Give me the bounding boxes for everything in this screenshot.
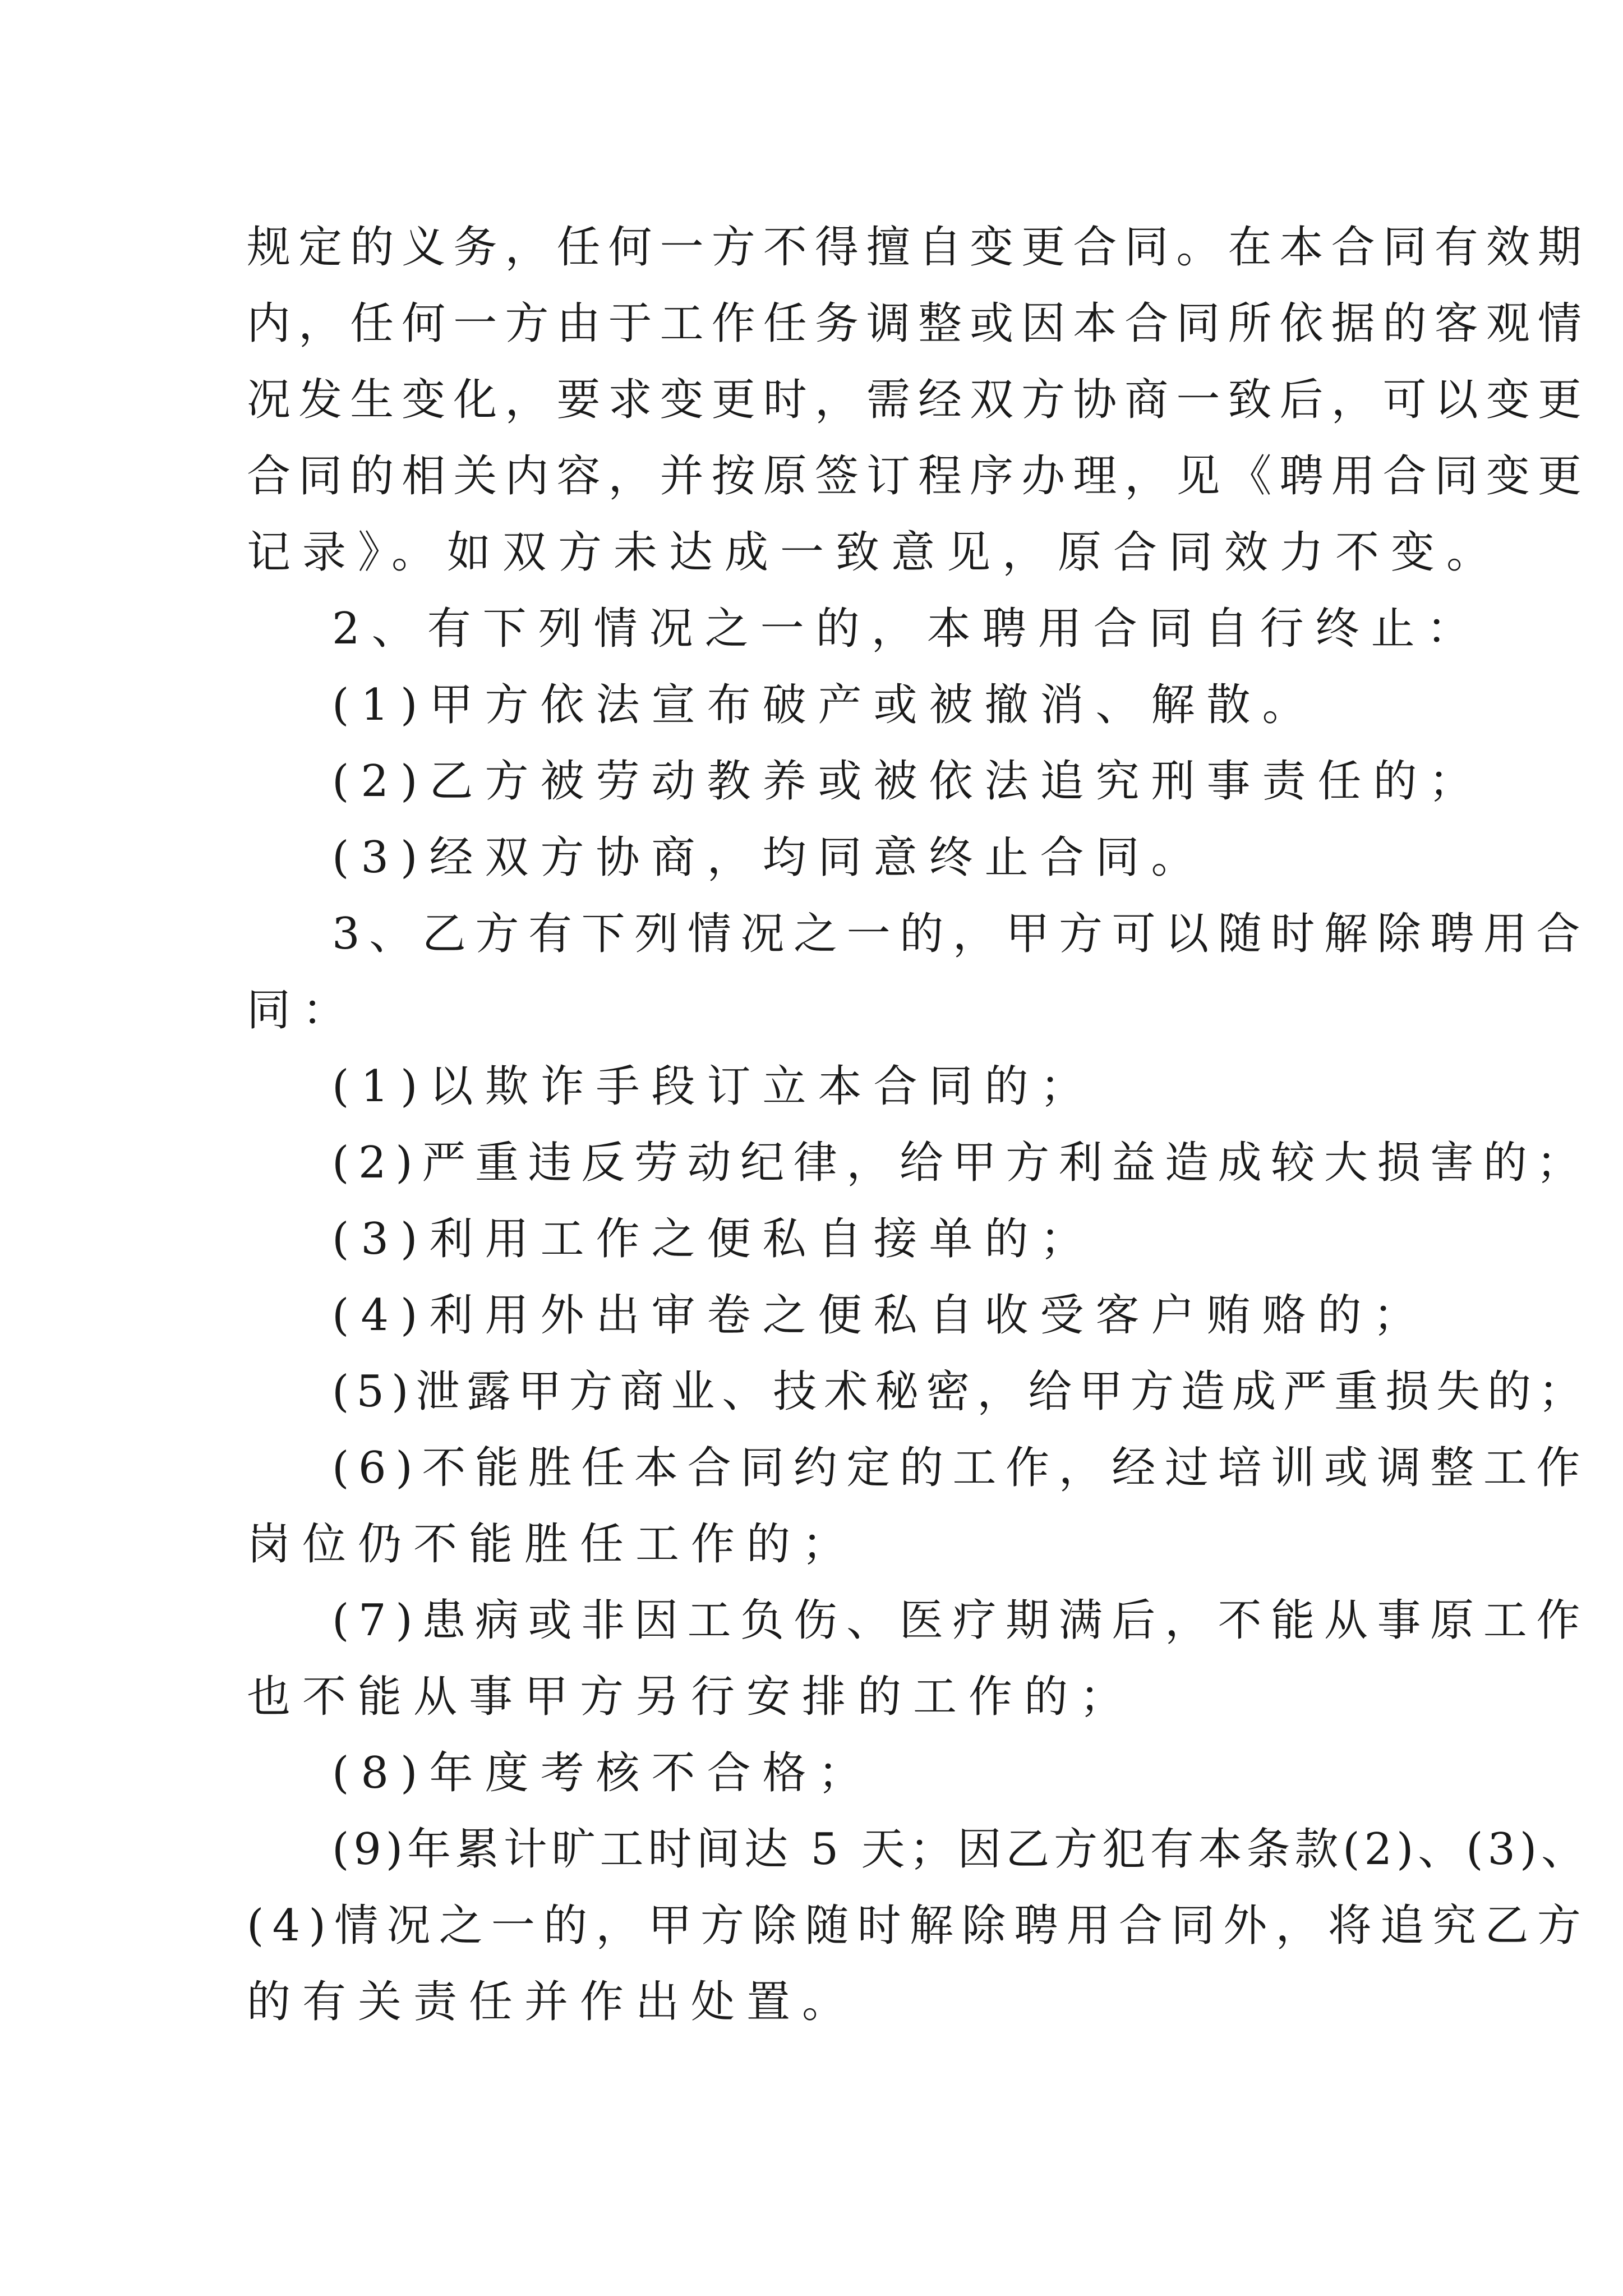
list-item: (9)年累计旷工时间达 5 天；因乙方犯有本条款(2)、(3)、 (332, 1824, 1589, 1875)
list-item: (8)年度考核不合格； (332, 1748, 874, 1798)
list-item: (3)利用工作之便私自接单的； (332, 1214, 1096, 1264)
text-line: 规定的义务，任何一方不得擅自变更合同。在本合同有效期 (247, 222, 1589, 273)
list-item: (1)甲方依法宣布破产或被撤消、解散。 (332, 680, 1318, 730)
list-item: (1)以欺诈手段订立本合同的； (332, 1061, 1096, 1112)
text-line: 也不能从事甲方另行安排的工作的； (247, 1672, 1136, 1722)
clause-heading: 3、乙方有下列情况之一的，甲方可以随时解除聘用合 (332, 909, 1589, 959)
list-item: (6)不能胜任本合同约定的工作，经过培训或调整工作 (332, 1443, 1589, 1493)
clause-heading: 2、有下列情况之一的，本聘用合同自行终止： (332, 604, 1482, 654)
list-item: (2)乙方被劳动教养或被依法追究刑事责任的； (332, 756, 1484, 807)
text-line: 同： (247, 985, 358, 1036)
text-line: 况发生变化，要求变更时，需经双方协商一致后，可以变更 (247, 375, 1589, 425)
text-line: (4)情况之一的，甲方除随时解除聘用合同外，将追究乙方 (247, 1901, 1589, 1951)
list-item: (2)严重违反劳动纪律，给甲方利益造成较大损害的； (332, 1138, 1589, 1188)
text-line: 内，任何一方由于工作任务调整或因本合同所依据的客观情 (247, 298, 1589, 349)
text-line: 合同的相关内容，并按原签订程序办理，见《聘用合同变更 (247, 451, 1589, 501)
list-item: (4)利用外出审卷之便私自收受客户贿赂的； (332, 1290, 1429, 1341)
text-line: 记录》。如双方未达成一致意见，原合同效力不变。 (247, 527, 1502, 578)
text-line: 岗位仍不能胜任工作的； (247, 1519, 858, 1570)
list-item: (7)患病或非因工负伤、医疗期满后，不能从事原工作 (332, 1595, 1589, 1646)
text-line: 的有关责任并作出处置。 (247, 1977, 858, 2027)
list-item: (3)经双方协商，均同意终止合同。 (332, 832, 1207, 883)
list-item: (5)泄露甲方商业、技术秘密，给甲方造成严重损失的； (332, 1366, 1589, 1417)
